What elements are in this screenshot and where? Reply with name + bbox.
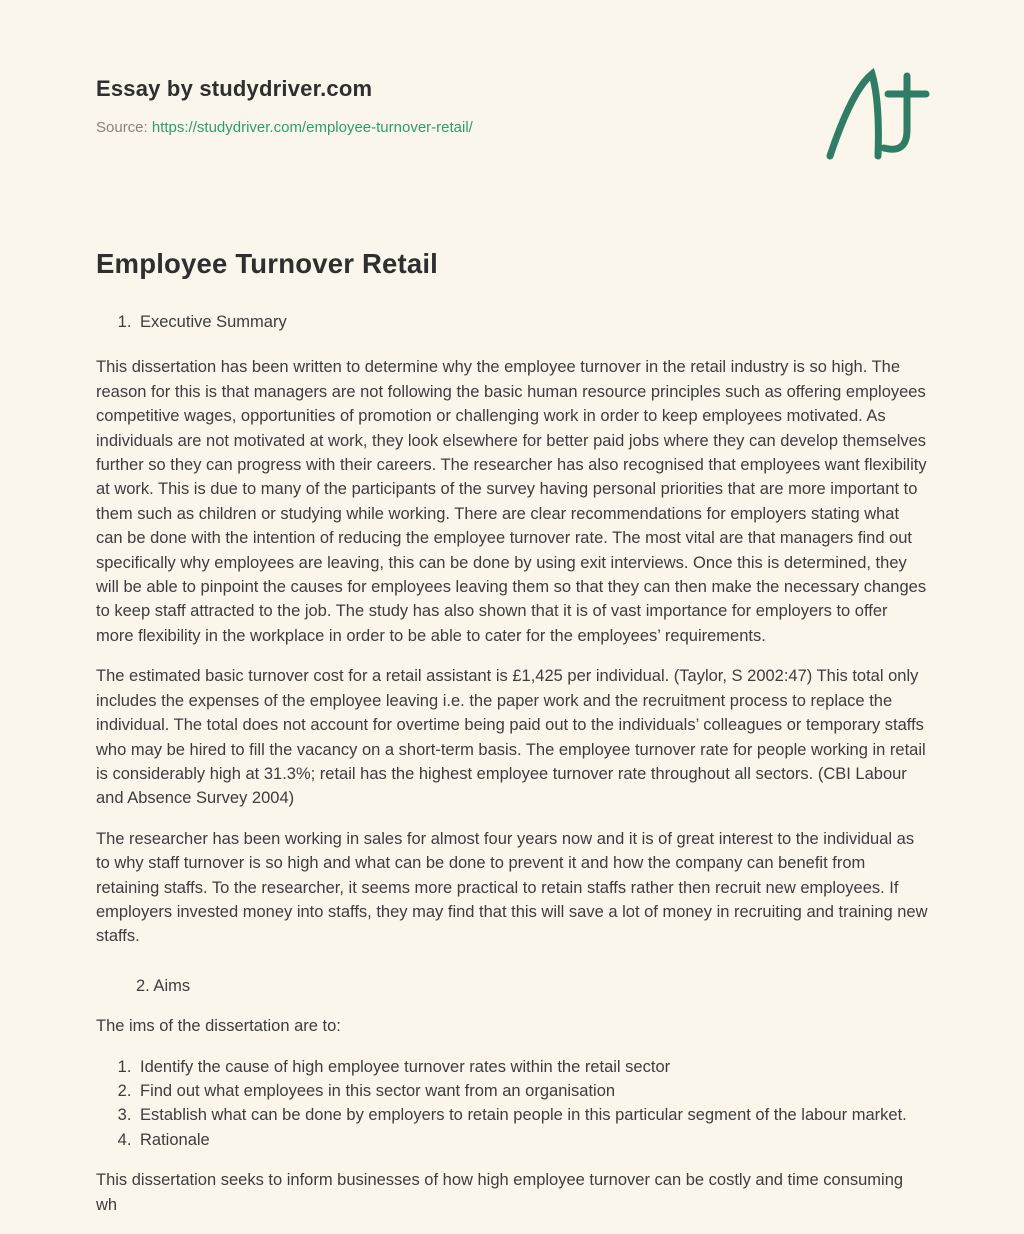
aims-intro: The ims of the dissertation are to:	[96, 1017, 341, 1036]
paragraph-executive-summary-1: This dissertation has been written to determine why the employee turnover in the retail industry is so high. The reason for this is that managers are not following the basic human resource principles such as offering employees competitive wages, opportunities of promotion or challenging work in order to keep employees motivated. As individuals are not motivated at work, they look elsewhere for better paid jobs where they can develop themselves further so they can progress with their careers. The researcher has also recognised that employees want flexibility at work. This is due to many of the participants of the survey having personal priorities that are more important to them such as children or studying while working. There are clear recommendations for employers stating what can be done with the intention of reducing the employee turnover rate. The most vital are that managers find out specifically why employees are leaving, this can be done by using exit interviews. Once this is determined, they will be able to pinpoint the causes for employees leaving them so that they can then make the necessary changes to keep staff attracted to the job. The study has also shown that it is of vast importance for employers to offer more flexibility in the workplace in order to be able to cater for the employees’ requirements.	[96, 358, 927, 645]
source-label: Source:	[96, 119, 148, 136]
page-header	[96, 0, 928, 136]
section-list	[96, 310, 928, 334]
list-item-executive-summary: 1. Executive Summary	[136, 310, 928, 334]
aims-list-item: 1. Identify the cause of high employee turnover rates within the retail sector	[136, 1055, 928, 1079]
aims-list-item: 4. Rationale	[136, 1128, 928, 1152]
essay-title: Employee Turnover Retail	[96, 248, 439, 279]
aims-list-item: 3. Establish what can be done by employers to retain people in this particular segment of the labour market.	[136, 1103, 928, 1127]
essay-body	[96, 248, 928, 1217]
aims-list-item: 2. Find out what employees in this sector want from an organisation	[136, 1079, 928, 1103]
paragraph-researcher-background: The researcher has been working in sales for almost four years now and it is of great interest to the individual as to why staff turnover is so high and what can be done to prevent it and how the company can benefit from retaining staffs. To the researcher, it seems more practical to retain staffs rather then recruit new employees. If employers invested money into staffs, they may find that this will save a lot of money in recruiting and training new staffs.	[96, 829, 928, 946]
aims-list	[96, 1055, 928, 1153]
studydriver-logo-icon	[818, 64, 938, 168]
paragraph-rationale: This dissertation seeks to inform businesses of how high employee turnover can be costly and time consuming wh	[96, 1171, 904, 1214]
paragraph-turnover-cost: The estimated basic turnover cost for a retail assistant is £1,425 per individual. (Taylor, S 2002:47) This total only includes the expenses of the employee leaving i.e. the paper work and the recruitment process to replace the individual. The total does not account for overtime being paid out to the individuals’ colleagues or temporary staffs who may be hired to fill the vacancy on a short-term basis. The employee turnover rate for people working in retail is considerably high at 31.3%; retail has the highest employee turnover rate throughout all sectors. (CBI Labour and Absence Survey 2004)	[96, 667, 926, 808]
source-line	[96, 119, 928, 136]
source-link[interactable]: https://studydriver.com/employee-turnover-retail/	[151, 119, 473, 136]
aims-heading: 2. Aims	[136, 976, 191, 995]
site-header-title: Essay by studydriver.com	[96, 76, 373, 101]
